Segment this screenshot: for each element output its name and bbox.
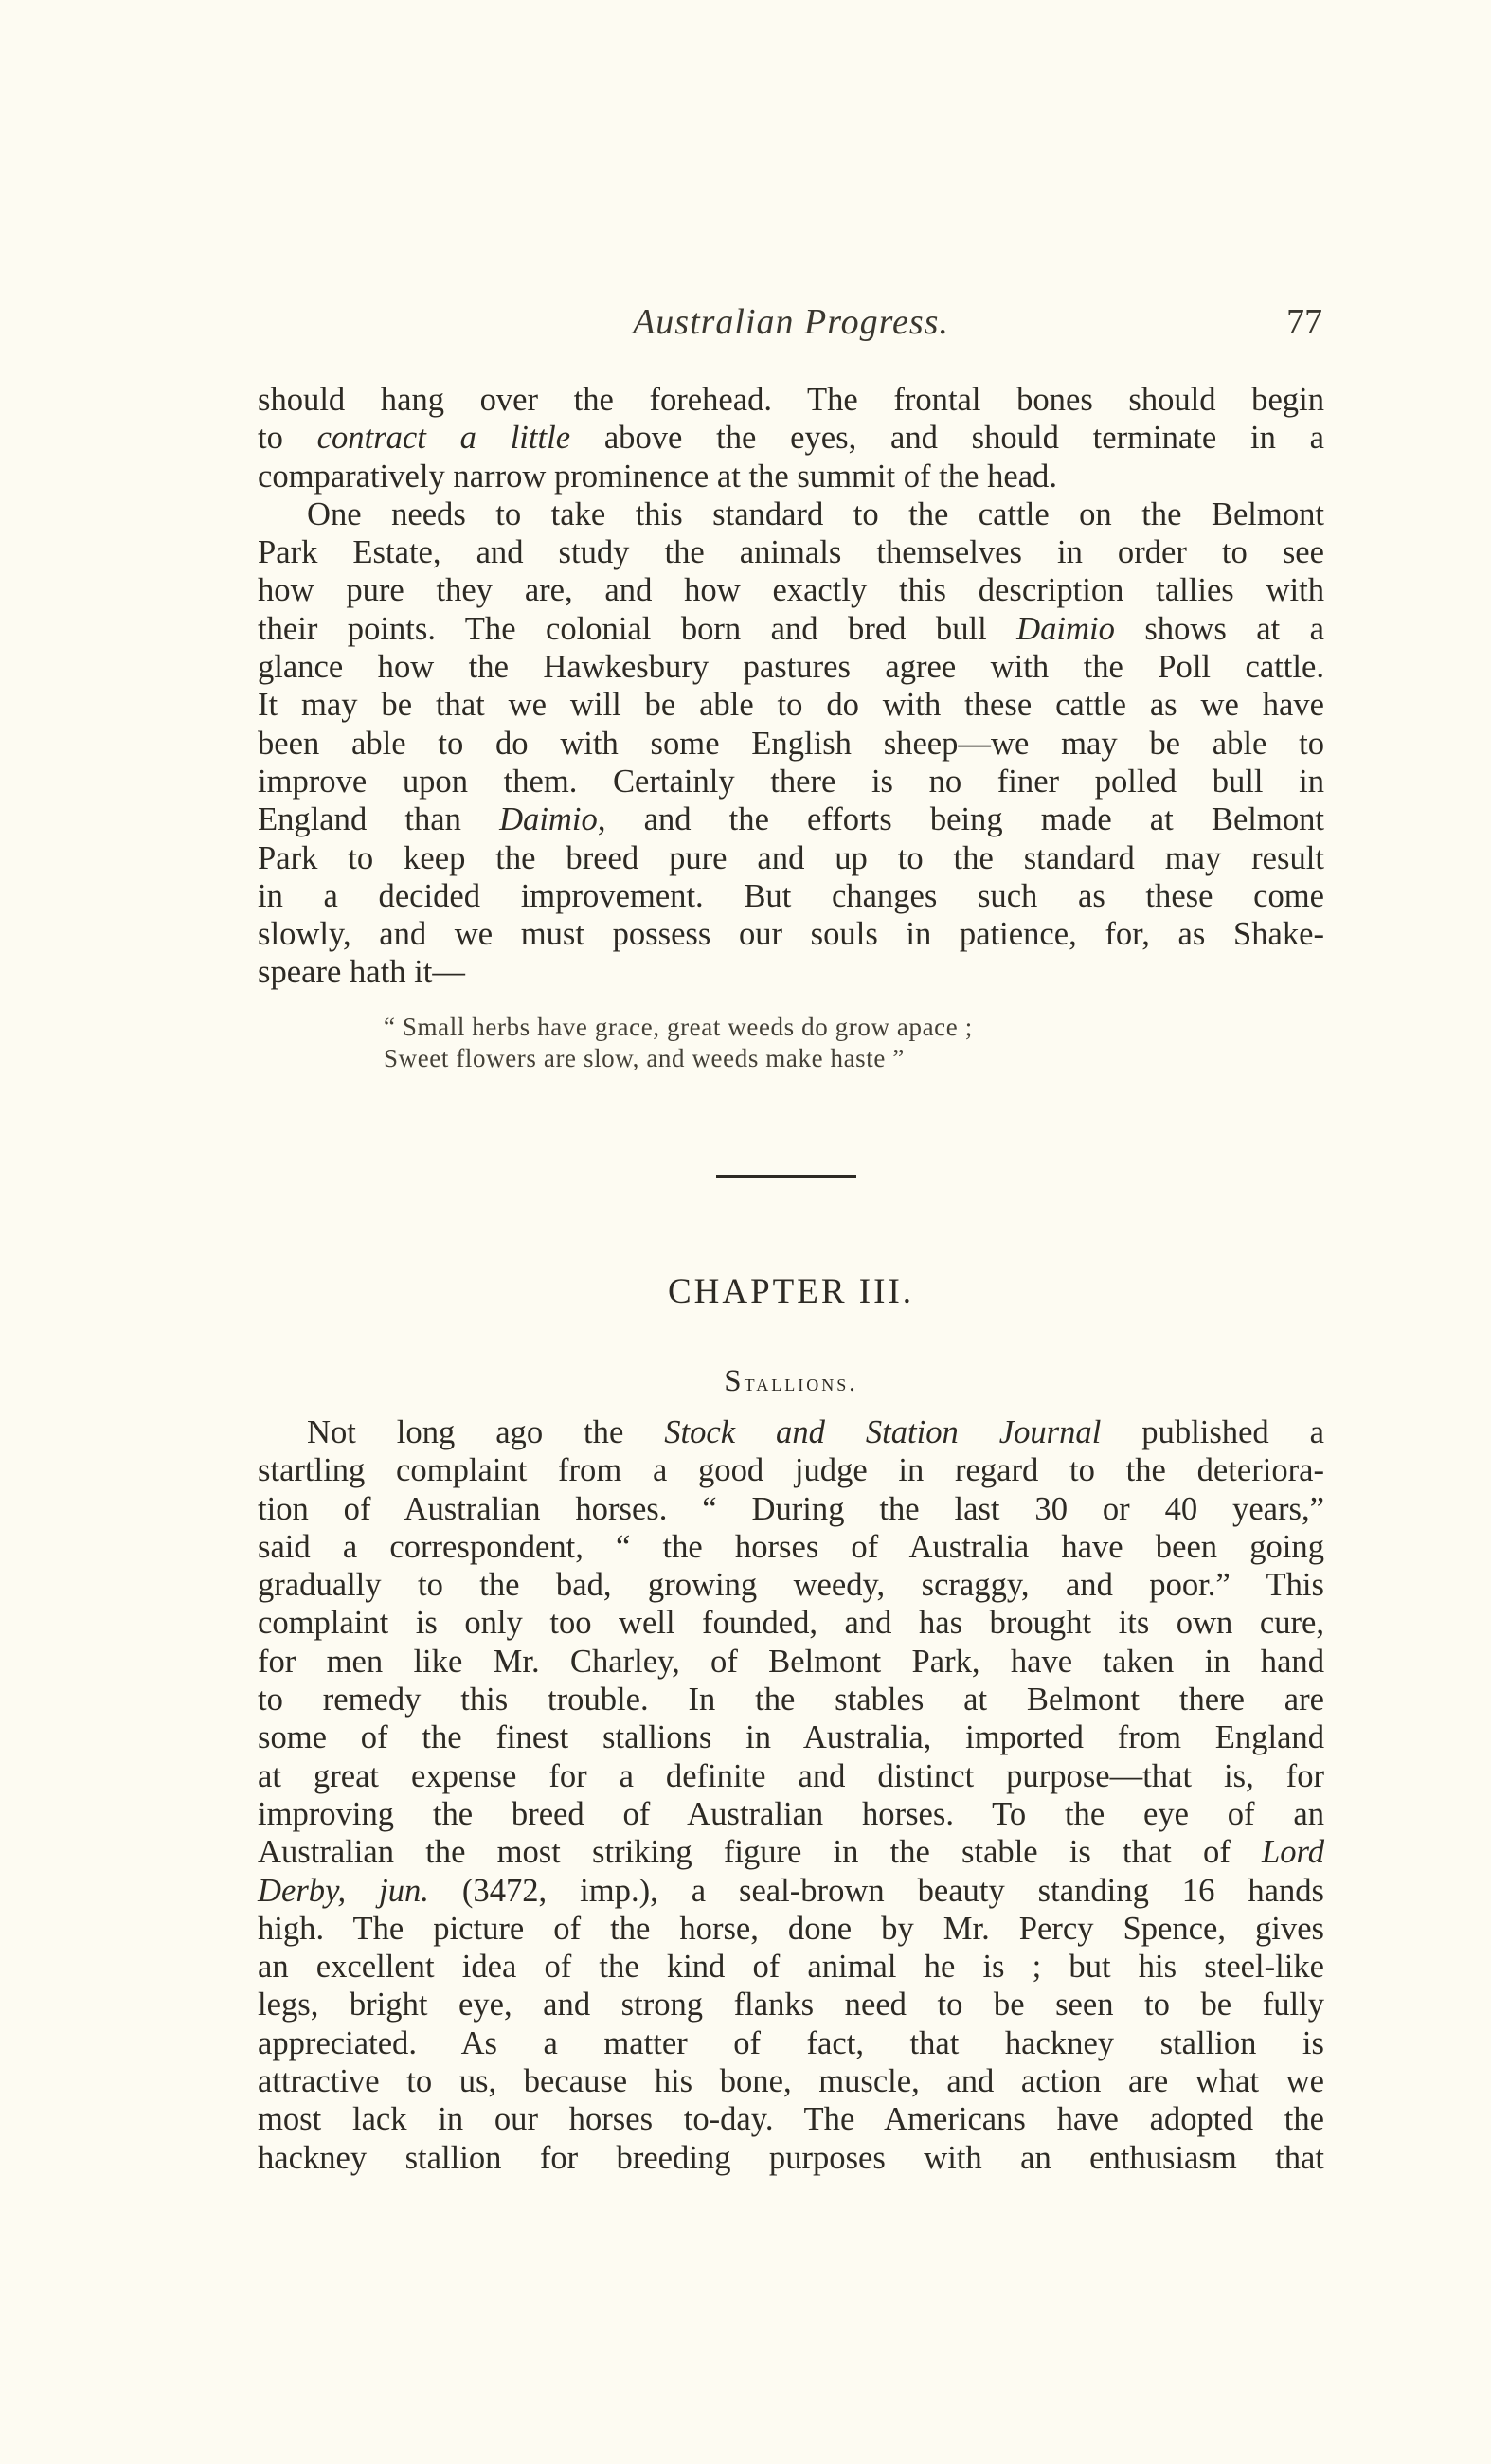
paragraph-line: for men like Mr. Charley, of Belmont Park, have taken in hand bbox=[258, 1643, 1324, 1680]
paragraph-line: high. The picture of the horse, done by Mr. Percy Spence, gives bbox=[258, 1910, 1324, 1947]
paragraph-line: Park Estate, and study the animals themselves in order to see bbox=[258, 534, 1324, 571]
paragraph-line: Derby, jun. (3472, imp.), a seal-brown beauty standing 16 hands bbox=[258, 1872, 1325, 1909]
paragraph-line: complaint is only too well founded, and has brought its own cure, bbox=[258, 1605, 1324, 1642]
verse-line: “ Small herbs have grace, great weeds do grow apace ; bbox=[384, 1013, 973, 1041]
paragraph-line: England than Daimio, and the efforts being made at Belmont bbox=[258, 801, 1324, 838]
paragraph-line: at great expense for a definite and distinct purpose—that is, for bbox=[258, 1757, 1324, 1794]
section-divider-rule bbox=[716, 1175, 856, 1178]
paragraph-line: One needs to take this standard to the cattle on the Belmont bbox=[307, 495, 1324, 532]
paragraph-line: improve upon them. Certainly there is no finer polled bull in bbox=[258, 763, 1324, 800]
running-title: Australian Progress. bbox=[633, 302, 949, 342]
paragraph-line: appreciated. As a matter of fact, that hackney stallion is bbox=[258, 2024, 1324, 2061]
paragraph-continued-line: to contract a little above the eyes, and should terminate in a bbox=[258, 420, 1324, 457]
paragraph-line: legs, bright eye, and strong flanks need to be seen to be fully bbox=[258, 1987, 1324, 2023]
chapter-title: CHAPTER III. bbox=[667, 1272, 915, 1311]
paragraph-line: in a decided improvement. But changes such as these come bbox=[258, 877, 1324, 914]
emphasis: Stock and Station Journal bbox=[664, 1414, 1102, 1450]
paragraph-line: It may be that we will be able to do with these cattle as we have bbox=[258, 687, 1324, 724]
paragraph-line: Australian the most striking figure in the stable is that of Lord bbox=[258, 1834, 1324, 1871]
paragraph-line: been able to do with some English sheep—we may be able to bbox=[258, 725, 1324, 762]
section-title: Stallions. bbox=[724, 1364, 858, 1398]
paragraph-line: improving the breed of Australian horses. To the eye of an bbox=[258, 1795, 1324, 1832]
paragraph-line: most lack in our horses to-day. The Americans have adopted the bbox=[258, 2101, 1324, 2138]
emphasis: Daimio bbox=[1016, 610, 1115, 647]
paragraph-line: how pure they are, and how exactly this description tallies with bbox=[258, 572, 1324, 609]
paragraph-line: their points. The colonial born and bred bull Daimio shows at a bbox=[258, 610, 1324, 647]
paragraph-line: said a correspondent, “ the horses of Australia have been going bbox=[258, 1528, 1324, 1565]
emphasis: contract a little bbox=[316, 420, 571, 457]
emphasis: Lord bbox=[1262, 1834, 1324, 1871]
paragraph-line: slowly, and we must possess our souls in patience, for, as Shake- bbox=[258, 916, 1324, 953]
paragraph-line: attractive to us, because his bone, muscle, and action are what we bbox=[258, 2063, 1324, 2100]
paragraph-continued-line: should hang over the forehead. The frontal bones should begin bbox=[258, 382, 1324, 418]
emphasis: Derby, jun. bbox=[258, 1872, 429, 1909]
paragraph-line: some of the finest stallions in Australia, imported from England bbox=[258, 1719, 1324, 1756]
paragraph-line: hackney stallion for breeding purposes with an enthusiasm that bbox=[258, 2139, 1324, 2176]
paragraph-line: Not long ago the Stock and Station Journal published a bbox=[307, 1414, 1324, 1450]
paragraph-continued-line: comparatively narrow prominence at the summit of the head. bbox=[258, 458, 1057, 495]
paragraph-line: tion of Australian horses. “ During the last 30 or 40 years,” bbox=[258, 1490, 1324, 1527]
paragraph-line: speare hath it— bbox=[258, 954, 465, 991]
body-text-chapter bbox=[258, 1413, 1324, 2177]
page-number: 77 bbox=[1286, 302, 1322, 342]
paragraph-line: startling complaint from a good judge in regard to the deteriora- bbox=[258, 1452, 1324, 1489]
verse-quotation bbox=[384, 1012, 1236, 1074]
paragraph-line: gradually to the bad, growing weedy, scraggy, and poor.” This bbox=[258, 1567, 1324, 1604]
verse-line: Sweet flowers are slow, and weeds make haste ” bbox=[384, 1044, 905, 1072]
paragraph-line: Park to keep the breed pure and up to the standard may result bbox=[258, 839, 1324, 876]
paragraph-line: an excellent idea of the kind of animal he is ; but his steel-like bbox=[258, 1949, 1324, 1986]
emphasis: Daimio bbox=[499, 801, 598, 838]
paragraph-line: to remedy this trouble. In the stables at Belmont there are bbox=[258, 1682, 1324, 1718]
running-head bbox=[260, 301, 1322, 349]
paragraph-line: glance how the Hawkesbury pastures agree with the Poll cattle. bbox=[258, 649, 1324, 686]
body-text-top bbox=[258, 381, 1324, 992]
